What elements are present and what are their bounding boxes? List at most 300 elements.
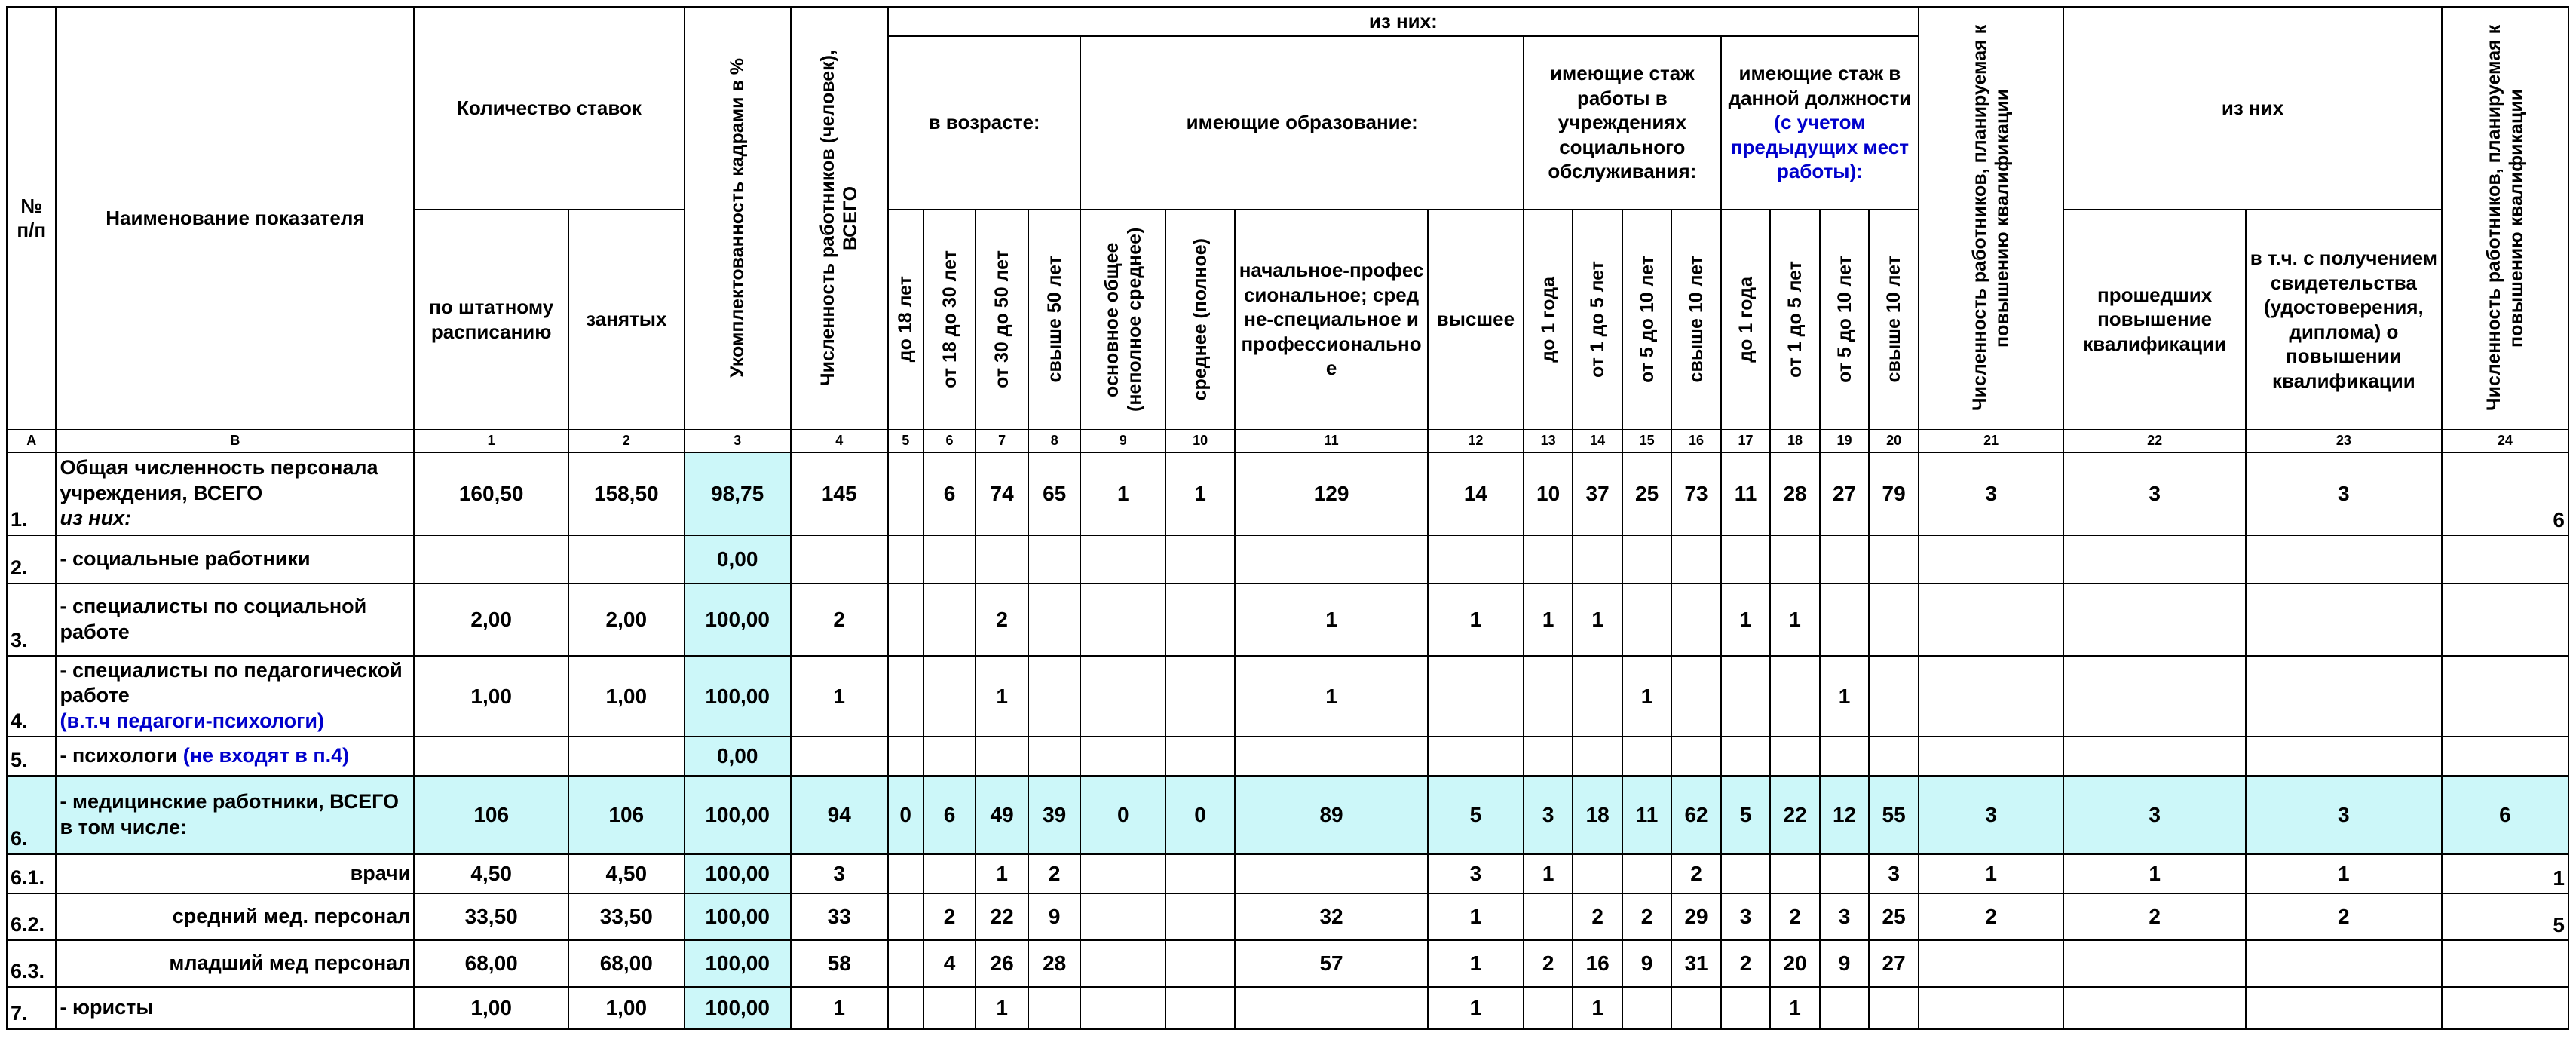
- value-cell: [1622, 854, 1671, 893]
- value-cell: 5: [2442, 893, 2568, 940]
- value-cell: 29: [1671, 893, 1720, 940]
- header-age-2: от 30 до 50 лет: [976, 210, 1028, 430]
- value-cell: 1: [1573, 987, 1622, 1029]
- value-cell: 22: [1770, 776, 1819, 854]
- row-label-text: - юристы: [60, 995, 154, 1019]
- value-cell: 100,00: [685, 940, 791, 987]
- value-cell: [1165, 656, 1235, 737]
- value-cell: [1622, 535, 1671, 584]
- value-cell: 3: [2246, 776, 2442, 854]
- value-cell: 1: [1524, 584, 1573, 656]
- value-cell: 1: [1428, 893, 1524, 940]
- value-cell: [1428, 737, 1524, 776]
- row-number: 6.2.: [7, 893, 56, 940]
- value-cell: 100,00: [685, 854, 791, 893]
- value-cell: [1028, 535, 1081, 584]
- row-label: [56, 584, 414, 656]
- header-stazh-uchr: имеющие стаж работы в учреждениях социального обслуживания:: [1524, 36, 1721, 210]
- value-cell: [2063, 535, 2246, 584]
- value-cell: [1770, 535, 1819, 584]
- value-cell: 2: [1524, 940, 1573, 987]
- value-cell: 9: [1820, 940, 1869, 987]
- value-cell: 20: [1770, 940, 1819, 987]
- value-cell: [791, 535, 888, 584]
- table-row: [7, 452, 2568, 535]
- row-label-note: (в.т.ч педагоги-психологи): [60, 709, 325, 732]
- row-label: [56, 535, 414, 584]
- header-age-3: свыше 50 лет: [1028, 210, 1081, 430]
- value-cell: 6: [924, 452, 976, 535]
- value-cell: 28: [1028, 940, 1081, 987]
- value-cell: [1919, 737, 2063, 776]
- index-cell: 20: [1869, 430, 1919, 452]
- index-cell: 4: [791, 430, 888, 452]
- value-cell: [2246, 535, 2442, 584]
- value-cell: 3: [2063, 776, 2246, 854]
- value-cell: [2246, 940, 2442, 987]
- value-cell: 68,00: [414, 940, 568, 987]
- row-label-text: - социальные работники: [60, 547, 311, 570]
- index-cell: 3: [685, 430, 791, 452]
- value-cell: 98,75: [685, 452, 791, 535]
- value-cell: 26: [976, 940, 1028, 987]
- value-cell: [1721, 854, 1770, 893]
- value-cell: [2442, 535, 2568, 584]
- value-cell: [1524, 987, 1573, 1029]
- value-cell: [1671, 987, 1720, 1029]
- value-cell: [1671, 656, 1720, 737]
- value-cell: 9: [1028, 893, 1081, 940]
- value-cell: [2246, 656, 2442, 737]
- index-cell: 7: [976, 430, 1028, 452]
- row-label-note: в том числе:: [60, 815, 188, 838]
- value-cell: 39: [1028, 776, 1081, 854]
- value-cell: [1080, 854, 1165, 893]
- value-cell: 11: [1721, 452, 1770, 535]
- value-cell: [976, 535, 1028, 584]
- value-cell: 160,50: [414, 452, 568, 535]
- value-cell: [1721, 987, 1770, 1029]
- value-cell: 145: [791, 452, 888, 535]
- value-cell: 129: [1235, 452, 1428, 535]
- row-number: 6.: [7, 776, 56, 854]
- value-cell: 0: [888, 776, 924, 854]
- row-label: [56, 987, 414, 1029]
- value-cell: [1524, 893, 1573, 940]
- value-cell: [1820, 987, 1869, 1029]
- header-no: № п/п: [7, 7, 56, 430]
- index-row: [7, 430, 2568, 452]
- header-plan-pk: Численность работников, планируемая к повышению квалификации: [1919, 7, 2063, 430]
- data-rows: [7, 452, 2568, 1029]
- row-label-note: (не входят в п.4): [182, 743, 350, 767]
- value-cell: 2: [791, 584, 888, 656]
- value-cell: [1820, 854, 1869, 893]
- header-stazh-dolzh-a: имеющие стаж в данной должности: [1728, 62, 1912, 109]
- value-cell: [2442, 987, 2568, 1029]
- row-number: 5.: [7, 737, 56, 776]
- value-cell: [1235, 535, 1428, 584]
- value-cell: 100,00: [685, 656, 791, 737]
- value-cell: 2: [1622, 893, 1671, 940]
- value-cell: 65: [1028, 452, 1081, 535]
- value-cell: [1671, 737, 1720, 776]
- value-cell: [1524, 656, 1573, 737]
- value-cell: [1622, 584, 1671, 656]
- value-cell: [1235, 854, 1428, 893]
- value-cell: [568, 737, 685, 776]
- value-cell: 3: [791, 854, 888, 893]
- value-cell: [1573, 656, 1622, 737]
- table-row: [7, 584, 2568, 656]
- value-cell: [1165, 737, 1235, 776]
- value-cell: 31: [1671, 940, 1720, 987]
- value-cell: 2: [2063, 893, 2246, 940]
- header-stazh-uchr-0: до 1 года: [1524, 210, 1573, 430]
- value-cell: 106: [414, 776, 568, 854]
- value-cell: 22: [976, 893, 1028, 940]
- value-cell: 5: [1721, 776, 1770, 854]
- index-cell: 8: [1028, 430, 1081, 452]
- value-cell: [2246, 987, 2442, 1029]
- value-cell: 33,50: [414, 893, 568, 940]
- value-cell: 28: [1770, 452, 1819, 535]
- value-cell: 5: [1428, 776, 1524, 854]
- value-cell: 68,00: [568, 940, 685, 987]
- value-cell: [1820, 584, 1869, 656]
- row-label-text: врачи: [350, 861, 411, 884]
- value-cell: 0,00: [685, 535, 791, 584]
- header-edu-1: среднее (полное): [1165, 210, 1235, 430]
- value-cell: [1165, 535, 1235, 584]
- value-cell: 1: [1622, 656, 1671, 737]
- value-cell: [1080, 535, 1165, 584]
- value-cell: 1: [791, 987, 888, 1029]
- row-number: 7.: [7, 987, 56, 1029]
- header-stazh-dolzh-2: от 5 до 10 лет: [1820, 210, 1869, 430]
- value-cell: 100,00: [685, 776, 791, 854]
- header-proshed-pk: прошедших повышение квалификации: [2063, 210, 2246, 430]
- value-cell: [1428, 656, 1524, 737]
- value-cell: [1820, 535, 1869, 584]
- value-cell: 2: [1028, 854, 1081, 893]
- value-cell: 1: [1573, 584, 1622, 656]
- header-obrazovanie: имеющие образование:: [1080, 36, 1523, 210]
- index-cell: 12: [1428, 430, 1524, 452]
- value-cell: [414, 737, 568, 776]
- value-cell: [568, 535, 685, 584]
- value-cell: 2: [2246, 893, 2442, 940]
- value-cell: 3: [1820, 893, 1869, 940]
- row-label: [56, 776, 414, 854]
- value-cell: 1: [1770, 987, 1819, 1029]
- value-cell: [888, 584, 924, 656]
- index-cell: 21: [1919, 430, 2063, 452]
- value-cell: [1573, 854, 1622, 893]
- value-cell: [888, 535, 924, 584]
- value-cell: [1428, 535, 1524, 584]
- value-cell: [2063, 656, 2246, 737]
- row-label-text: - психологи: [60, 743, 178, 767]
- header-age-0: до 18 лет: [888, 210, 924, 430]
- value-cell: 106: [568, 776, 685, 854]
- value-cell: [2063, 737, 2246, 776]
- value-cell: [2246, 737, 2442, 776]
- value-cell: [1028, 656, 1081, 737]
- value-cell: 2: [1721, 940, 1770, 987]
- value-cell: 0: [1165, 776, 1235, 854]
- value-cell: 33,50: [568, 893, 685, 940]
- value-cell: 6: [2442, 776, 2568, 854]
- value-cell: [1080, 893, 1165, 940]
- row-label-note: из них:: [60, 507, 132, 530]
- value-cell: 11: [1622, 776, 1671, 854]
- header-vozrast: в возрасте:: [888, 36, 1081, 210]
- value-cell: 79: [1869, 452, 1919, 535]
- header-stazh-uchr-3: свыше 10 лет: [1671, 210, 1720, 430]
- value-cell: 94: [791, 776, 888, 854]
- value-cell: 49: [976, 776, 1028, 854]
- value-cell: [1869, 535, 1919, 584]
- value-cell: [2442, 737, 2568, 776]
- value-cell: 1: [1770, 584, 1819, 656]
- header-edu-2: начальное-профессиональное; средне-специальное и профессиональное: [1235, 210, 1428, 430]
- value-cell: 73: [1671, 452, 1720, 535]
- header-stazh-uchr-1: от 1 до 5 лет: [1573, 210, 1622, 430]
- value-cell: 16: [1573, 940, 1622, 987]
- value-cell: [888, 987, 924, 1029]
- value-cell: [1165, 987, 1235, 1029]
- header-edu-3: высшее: [1428, 210, 1524, 430]
- header-stavok: Количество ставок: [414, 7, 684, 210]
- value-cell: [2442, 940, 2568, 987]
- staffing-table: [6, 6, 2569, 1030]
- value-cell: 12: [1820, 776, 1869, 854]
- index-cell: В: [56, 430, 414, 452]
- value-cell: 1,00: [414, 987, 568, 1029]
- value-cell: [1235, 987, 1428, 1029]
- table-row: [7, 940, 2568, 987]
- value-cell: [1820, 737, 1869, 776]
- value-cell: [1080, 940, 1165, 987]
- value-cell: [1770, 737, 1819, 776]
- value-cell: [888, 452, 924, 535]
- value-cell: [1165, 893, 1235, 940]
- value-cell: 1: [976, 987, 1028, 1029]
- index-cell: 15: [1622, 430, 1671, 452]
- index-cell: 5: [888, 430, 924, 452]
- value-cell: [1721, 535, 1770, 584]
- index-cell: 10: [1165, 430, 1235, 452]
- value-cell: 6: [924, 776, 976, 854]
- header-ukompl: Укомплектованность кадрами в %: [685, 7, 791, 430]
- index-cell: 22: [2063, 430, 2246, 452]
- value-cell: [1671, 535, 1720, 584]
- row-label-text: Общая численность персонала учреждения, ВСЕГО: [60, 455, 378, 504]
- value-cell: [976, 737, 1028, 776]
- value-cell: 32: [1235, 893, 1428, 940]
- row-label-text: младший мед персонал: [169, 951, 411, 974]
- value-cell: 58: [791, 940, 888, 987]
- header-stazh-dolzh: [1721, 36, 1919, 210]
- header-age-1: от 18 до 30 лет: [924, 210, 976, 430]
- table-row: [7, 893, 2568, 940]
- value-cell: 100,00: [685, 584, 791, 656]
- value-cell: 3: [1721, 893, 1770, 940]
- value-cell: 2: [976, 584, 1028, 656]
- value-cell: [1869, 987, 1919, 1029]
- table-row: [7, 776, 2568, 854]
- value-cell: 1: [2063, 854, 2246, 893]
- value-cell: [1869, 656, 1919, 737]
- value-cell: 2: [1919, 893, 2063, 940]
- value-cell: 25: [1622, 452, 1671, 535]
- value-cell: [1573, 737, 1622, 776]
- value-cell: [1080, 737, 1165, 776]
- row-number: 6.1.: [7, 854, 56, 893]
- header-edu-0: основное общее (неполное среднее): [1080, 210, 1165, 430]
- value-cell: [924, 737, 976, 776]
- row-label-text: средний мед. персонал: [172, 904, 411, 927]
- value-cell: 1: [791, 656, 888, 737]
- row-number: 1.: [7, 452, 56, 535]
- index-cell: 11: [1235, 430, 1428, 452]
- row-label-text: - специалисты по социальной работе: [60, 594, 367, 643]
- value-cell: 100,00: [685, 987, 791, 1029]
- value-cell: [1671, 584, 1720, 656]
- value-cell: [1622, 987, 1671, 1029]
- row-number: 2.: [7, 535, 56, 584]
- value-cell: 2,00: [568, 584, 685, 656]
- value-cell: 1,00: [568, 987, 685, 1029]
- row-label: [56, 854, 414, 893]
- value-cell: 25: [1869, 893, 1919, 940]
- header-stazh-dolzh-1: от 1 до 5 лет: [1770, 210, 1819, 430]
- value-cell: 3: [1428, 854, 1524, 893]
- row-label: [56, 940, 414, 987]
- value-cell: [1028, 584, 1081, 656]
- table-row: [7, 854, 2568, 893]
- header-s-svidet: в т.ч. с получением свидетельства (удостоверения, диплома) о повышении квалификации: [2246, 210, 2442, 430]
- value-cell: 9: [1622, 940, 1671, 987]
- value-cell: [1721, 656, 1770, 737]
- value-cell: [924, 987, 976, 1029]
- value-cell: [888, 656, 924, 737]
- value-cell: [1165, 584, 1235, 656]
- row-number: 6.3.: [7, 940, 56, 987]
- value-cell: 0,00: [685, 737, 791, 776]
- value-cell: 1: [1428, 584, 1524, 656]
- value-cell: 1: [1721, 584, 1770, 656]
- header-iz-nih: из них:: [888, 7, 1919, 36]
- value-cell: [888, 737, 924, 776]
- row-label-text: - медицинские работники, ВСЕГО: [60, 790, 400, 813]
- value-cell: 3: [1919, 452, 2063, 535]
- value-cell: 1: [1820, 656, 1869, 737]
- value-cell: [1919, 584, 2063, 656]
- value-cell: 57: [1235, 940, 1428, 987]
- index-cell: 9: [1080, 430, 1165, 452]
- index-cell: 14: [1573, 430, 1622, 452]
- row-label: [56, 737, 414, 776]
- value-cell: [1622, 737, 1671, 776]
- value-cell: 62: [1671, 776, 1720, 854]
- header-plan-pk-2: Численность работников, планируемая к повышению квалификации: [2442, 7, 2568, 430]
- value-cell: [791, 737, 888, 776]
- value-cell: 4,50: [414, 854, 568, 893]
- value-cell: [414, 535, 568, 584]
- value-cell: [2442, 584, 2568, 656]
- value-cell: [2063, 940, 2246, 987]
- value-cell: [1165, 940, 1235, 987]
- value-cell: [1235, 737, 1428, 776]
- value-cell: 2,00: [414, 584, 568, 656]
- value-cell: 4,50: [568, 854, 685, 893]
- value-cell: 1: [976, 656, 1028, 737]
- value-cell: 14: [1428, 452, 1524, 535]
- value-cell: 2: [1573, 893, 1622, 940]
- value-cell: 74: [976, 452, 1028, 535]
- value-cell: 3: [1524, 776, 1573, 854]
- header-stazh-uchr-2: от 5 до 10 лет: [1622, 210, 1671, 430]
- value-cell: 158,50: [568, 452, 685, 535]
- index-cell: 2: [568, 430, 685, 452]
- value-cell: 55: [1869, 776, 1919, 854]
- value-cell: [1524, 737, 1573, 776]
- value-cell: 1: [1428, 940, 1524, 987]
- header-stazh-dolzh-3: свыше 10 лет: [1869, 210, 1919, 430]
- value-cell: [924, 854, 976, 893]
- header-chisl-vsego: Численность работников (человек), ВСЕГО: [791, 7, 888, 430]
- value-cell: [1028, 987, 1081, 1029]
- row-label: [56, 452, 414, 535]
- value-cell: 10: [1524, 452, 1573, 535]
- value-cell: [924, 535, 976, 584]
- table-row: [7, 987, 2568, 1029]
- row-label: [56, 656, 414, 737]
- index-cell: 1: [414, 430, 568, 452]
- value-cell: [1919, 940, 2063, 987]
- value-cell: 1: [976, 854, 1028, 893]
- value-cell: [1770, 656, 1819, 737]
- value-cell: 1: [1235, 584, 1428, 656]
- value-cell: 1: [1428, 987, 1524, 1029]
- value-cell: [2246, 584, 2442, 656]
- value-cell: [2063, 987, 2246, 1029]
- index-cell: 17: [1721, 430, 1770, 452]
- value-cell: 3: [2246, 452, 2442, 535]
- row-label: [56, 893, 414, 940]
- table-row: [7, 737, 2568, 776]
- row-number: 3.: [7, 584, 56, 656]
- index-cell: 19: [1820, 430, 1869, 452]
- header-stavok-shtat: по штатному расписанию: [414, 210, 568, 430]
- value-cell: [1869, 737, 1919, 776]
- value-cell: [1573, 535, 1622, 584]
- value-cell: 1,00: [414, 656, 568, 737]
- value-cell: 2: [1671, 854, 1720, 893]
- value-cell: [888, 854, 924, 893]
- value-cell: [1080, 656, 1165, 737]
- value-cell: [888, 893, 924, 940]
- value-cell: 1: [1524, 854, 1573, 893]
- index-cell: А: [7, 430, 56, 452]
- value-cell: 1: [2442, 854, 2568, 893]
- value-cell: [1524, 535, 1573, 584]
- value-cell: [1919, 535, 2063, 584]
- value-cell: 1: [2246, 854, 2442, 893]
- value-cell: [1165, 854, 1235, 893]
